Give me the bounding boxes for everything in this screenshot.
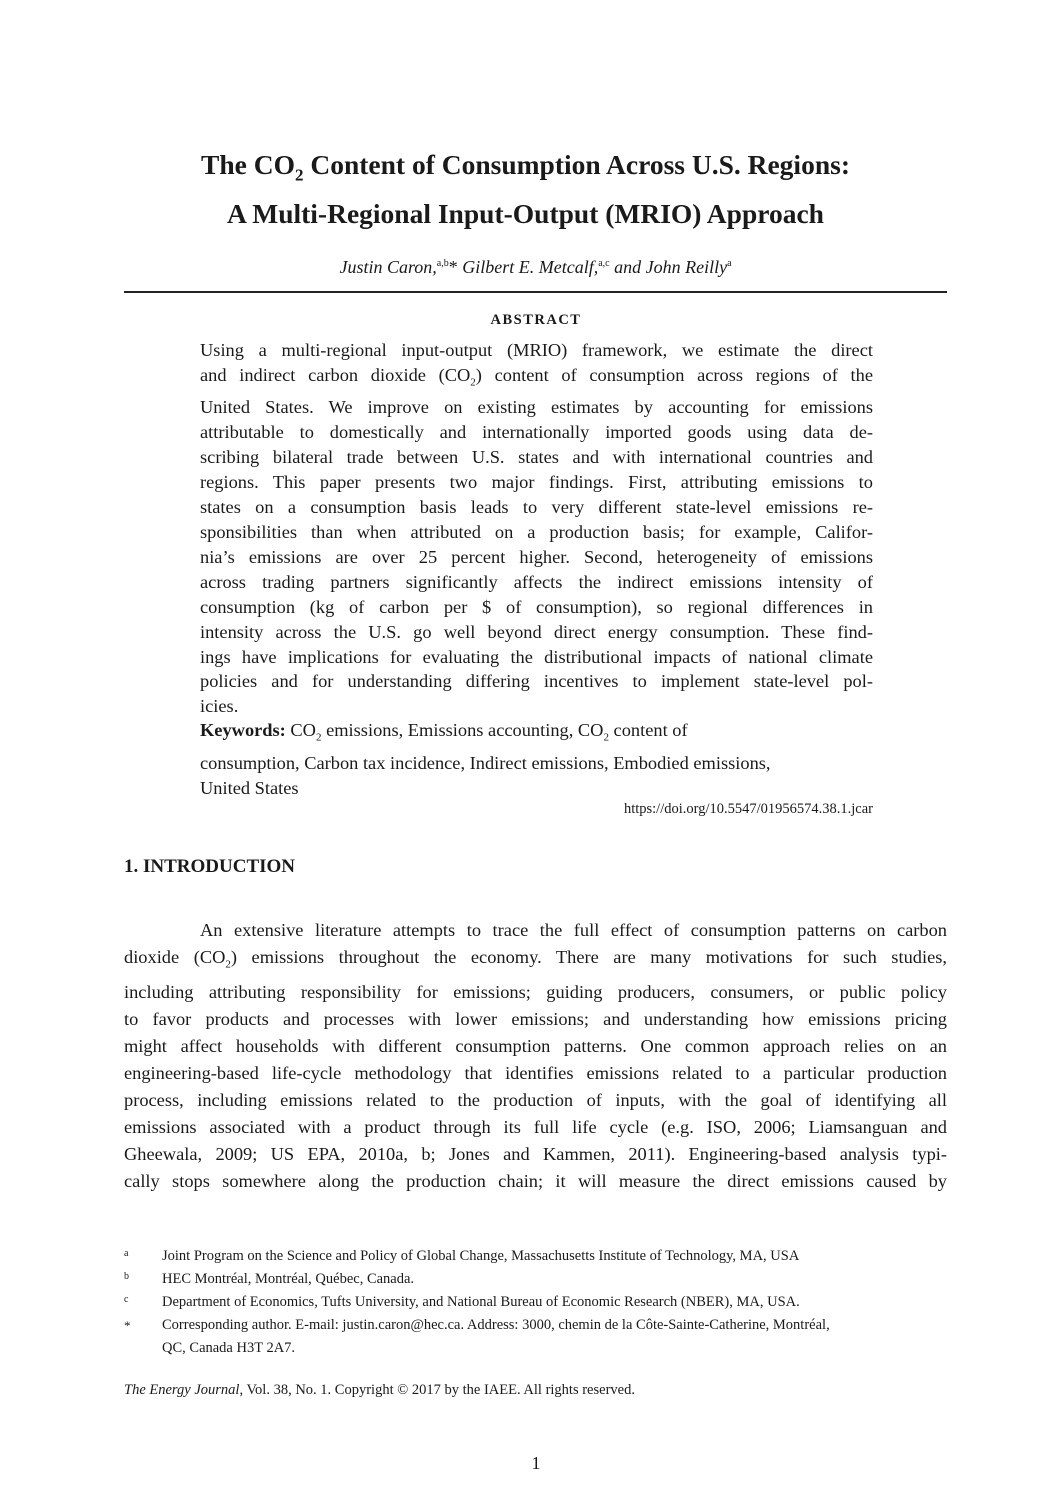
- keywords: Keywords: $CO_2$ emissions, Emissions accounting, $CO_2$ content of consumption, Carbon tax incidence, Indirect emissions, Embodied emissions, United States: [200, 720, 771, 798]
- doi-link[interactable]: https://doi.org/10.5547/01956574.38.1.jcar: [623, 801, 873, 817]
- journal-citation: The Energy Journal, Vol. 38, No. 1. Copyright © 2017 by the IAEE. All rights reserved.: [124, 1382, 635, 1398]
- header-rule: [124, 291, 947, 293]
- title-line-1: The $CO_2$ Content of Consumption Across U.S. Regions:: [201, 149, 850, 185]
- abstract-heading: ABSTRACT: [490, 312, 582, 328]
- paper-title: [0, 146, 1051, 233]
- abstract-body: Using a multi-regional input-output (MRIO) framework, we estimate the direct and indirect carbon dioxide $(CO_2)$ content of consumption across regions of the United States. We improve on existing estimates by accounting for emissions attributable to domestically and internationally imported goods using data de- scribing bilateral trade between U.S. states and with international countries and regions. This paper presents two major findings. First, attributing emissions to states on a consumption basis leads to very different state-level emissions re- sponsibilities than when attributed on a production basis; for example, Califor- nia’s emissions are over 25 percent higher. Second, heterogeneity of emissions across trading partners significantly affects the indirect emissions intensity of consumption (kg of carbon per $ of consumption), so regional differences in intensity across the U.S. go well beyond direct energy consumption. These find- ings have implications for evaluating the distributional impacts of national climate policies and for understanding differing incentives to implement state-level pol- icies.: [200, 340, 873, 717]
- intro-paragraph: An extensive literature attempts to trace the full effect of consumption patterns on carbon dioxide $(CO_2)$ emissions throughout the economy. There are many motivations for such studies, including attributing responsibility for emissions; guiding producers, consumers, or public policy to favor products and processes with lower emissions; and understanding how emissions pricing might affect households with different consumption patterns. One common approach relies on an engineering-based life-cycle methodology that identifies emissions related to a particular production process, including emissions related to the production of inputs, with the goal of identifying all emissions associated with a product through its full life cycle (e.g. ISO, 2006; Liamsanguan and Gheewala, 2009; US EPA, 2010a, b; Jones and Kammen, 2011). Engineering-based analysis typi- cally stops somewhere along the production chain; it will measure the direct emissions caused by: [124, 920, 947, 1191]
- title-line-2: A Multi-Regional Input-Output (MRIO) Approach: [227, 197, 824, 229]
- page-number: 1: [531, 1453, 541, 1473]
- section-heading: 1. INTRODUCTION: [124, 856, 296, 877]
- author-list: Justin Caron,$^{a,b}$* Gilbert E. Metcalf,$^{a,c}$ and John Reilly$^a$: [339, 257, 732, 277]
